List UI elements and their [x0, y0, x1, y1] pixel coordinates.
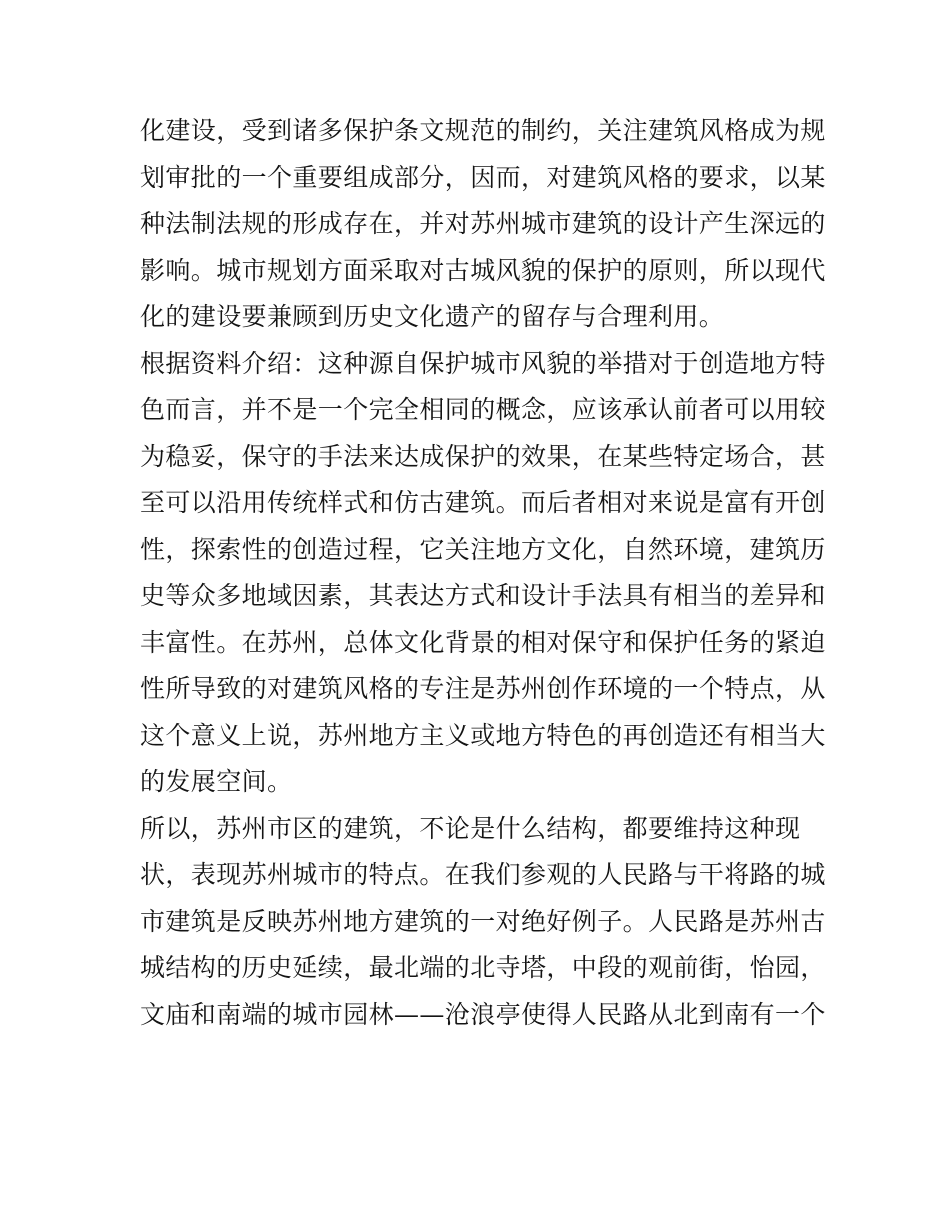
text-line: 化的建设要兼顾到历史文化遗产的留存与合理利用。 — [140, 302, 725, 331]
text-line: 这个意义上说，苏州地方主义或地方特色的再创造还有相当大 — [140, 720, 826, 750]
body-text — [140, 108, 826, 1038]
text-line: 划审批的一个重要组成部分，因而，对建筑风格的要求，以某 — [140, 162, 826, 192]
paragraph-3 — [140, 806, 826, 1039]
text-line: 丰富性。在苏州，总体文化背景的相对保守和保护任务的紧迫 — [140, 627, 826, 657]
text-line: 史等众多地域因素，其表达方式和设计手法具有相当的差异和 — [140, 581, 826, 610]
paragraph-1 — [140, 108, 826, 341]
text-line: 的发展空间。 — [140, 767, 293, 796]
text-line: 文庙和南端的城市园林——沧浪亭使得人民路从北到南有一个 — [140, 999, 826, 1029]
text-line: 城结构的历史延续，最北端的北寺塔，中段的观前街，怡园， — [140, 953, 826, 982]
text-line: 色而言，并不是一个完全相同的概念，应该承认前者可以用较 — [140, 395, 826, 424]
paragraph-2 — [140, 341, 826, 806]
text-line: 所以，苏州市区的建筑，不论是什么结构，都要维持这种现 — [140, 813, 801, 843]
text-line: 影响。城市规划方面采取对古城风貌的保护的原则，所以现代 — [140, 255, 826, 285]
text-line: 性所导致的对建筑风格的专注是苏州创作环境的一个特点，从 — [140, 674, 826, 703]
text-line: 市建筑是反映苏州地方建筑的一对绝好例子。人民路是苏州古 — [140, 906, 826, 936]
text-line: 状，表现苏州城市的特点。在我们参观的人民路与干将路的城 — [140, 860, 826, 889]
text-line: 为稳妥，保守的手法来达成保护的效果，在某些特定场合，甚 — [140, 441, 826, 471]
text-line: 根据资料介绍：这种源自保护城市风貌的举措对于创造地方特 — [140, 348, 826, 378]
text-line: 至可以沿用传统样式和仿古建筑。而后者相对来说是富有开创 — [140, 488, 826, 517]
text-line: 性，探索性的创造过程，它关注地方文化，自然环境，建筑历 — [140, 534, 826, 564]
text-line: 化建设，受到诸多保护条文规范的制约，关注建筑风格成为规 — [140, 116, 826, 145]
text-line: 种法制法规的形成存在，并对苏州城市建筑的设计产生深远的 — [140, 209, 826, 238]
